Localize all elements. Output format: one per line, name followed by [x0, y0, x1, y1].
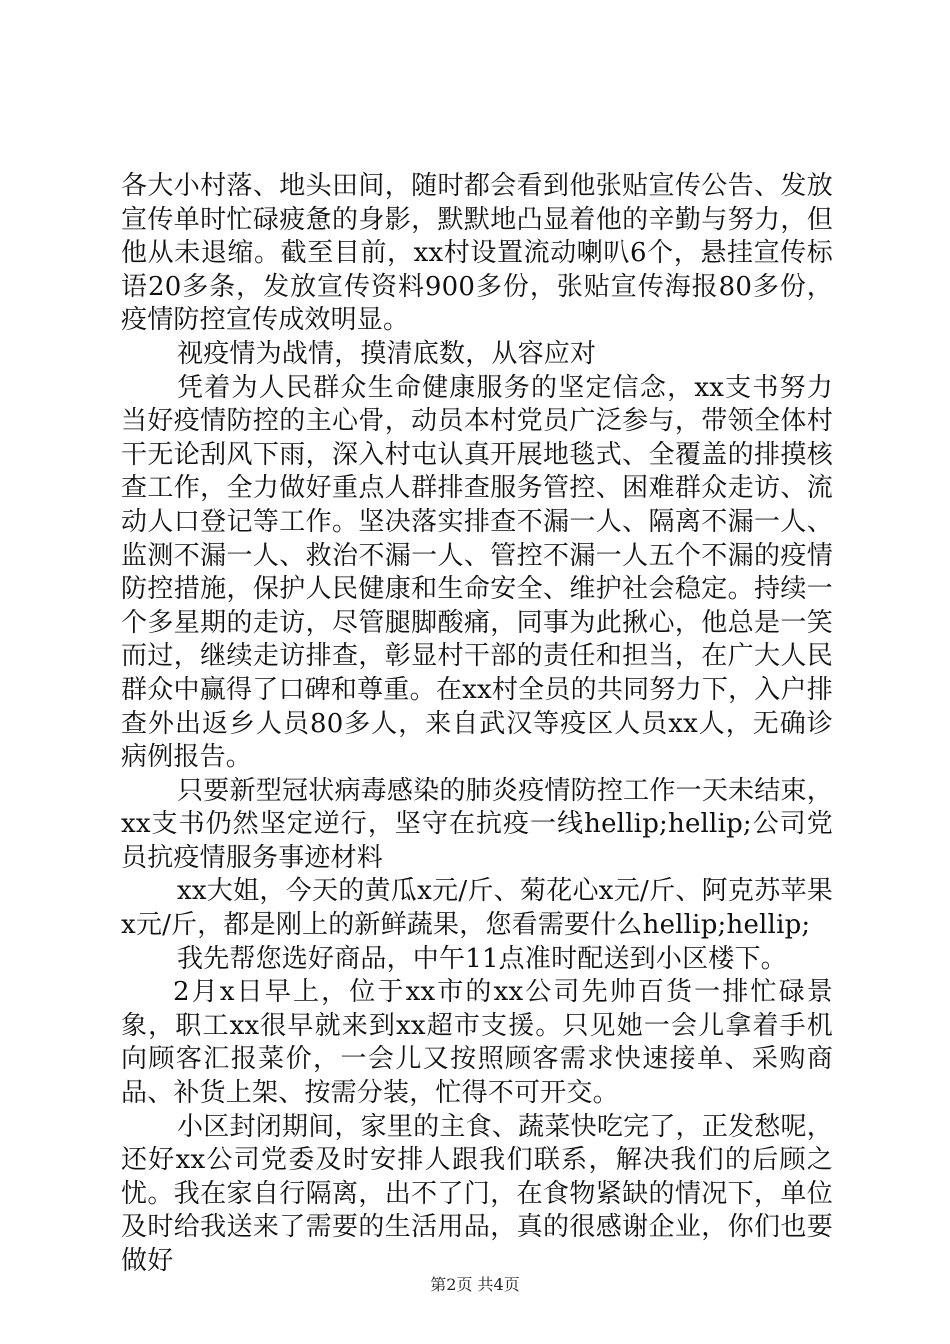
paragraph-2: 凭着为人民群众生命健康服务的坚定信念，xx支书努力当好疫情防控的主心骨，动员本村党员广泛参与，带领全体村干无论刮风下雨，深入村屯认真开展地毯式、全覆盖的排摸核查工作，全力做好重点人群排查服务管控、困难群众走访、流动人口登记等工作。坚决落实排查不漏一人、隔离不漏一人、监测不漏一人、救治不漏一人、管控不漏一人五个不漏的疫情防控措施，保护人民健康和生命安全、维护社会稳定。持续一个多星期的走访，尽管腿脚酸痛，同事为此揪心，他总是一笑而过，继续走访排查，彰显村干部的责任和担当，在广大人民群众中赢得了口碑和尊重。在xx村全员的共同努力下，入户排查外出返乡人员80多人，来自武汉等疫区人员xx人，无确诊病例报告。	[121, 372, 833, 773]
paragraph-7: 小区封闭期间，家里的主食、蔬菜快吃完了，正发愁呢，还好xx公司党委及时安排人跟我们联系，解决我们的后顾之忧。我在家自行隔离，出不了门，在食物紧缺的情况下，单位及时给我送来了需要的生活用品，真的很感谢企业，你们也要做好	[121, 1111, 833, 1276]
section-heading: 视疫情为战情，摸清底数，从容应对	[177, 338, 597, 369]
paragraph-1: 各大小村落、地头田间，随时都会看到他张贴宣传公告、发放宣传单时忙碌疲惫的身影，默默地凸显着他的辛勤与努力，但他从未退缩。截至目前，xx村设置流动喇叭6个，悬挂宣传标语20多条，发放宣传资料900多份，张贴宣传海报80多份，疫情防控宣传成效明显。	[121, 171, 833, 336]
paragraph-6: 2月x日早上，位于xx市的xx公司先帅百货一排忙碌景象，职工xx很早就来到xx超市支援。只见她一会儿拿着手机向顾客汇报菜价，一会儿又按照顾客需求快速接单、采购商品、补货上架、按需分装，忙得不可开交。	[121, 977, 833, 1109]
page-number-footer: 第2页 共4页	[430, 1275, 520, 1294]
document-body	[121, 170, 833, 1279]
paragraph-4: xx大姐，今天的黄瓜x元/斤、菊花心x元/斤、阿克苏苹果x元/斤，都是刚上的新鲜蔬果，您看需要什么hellip;hellip;	[121, 876, 833, 941]
paragraph-5: 我先帮您选好商品，中午11点准时配送到小区楼下。	[177, 943, 787, 974]
paragraph-3: 只要新型冠状病毒感染的肺炎疫情防控工作一天未结束，xx支书仍然坚定逆行，坚守在抗疫一线hellip;hellip;公司党员抗疫情服务事迹材料	[121, 775, 833, 873]
